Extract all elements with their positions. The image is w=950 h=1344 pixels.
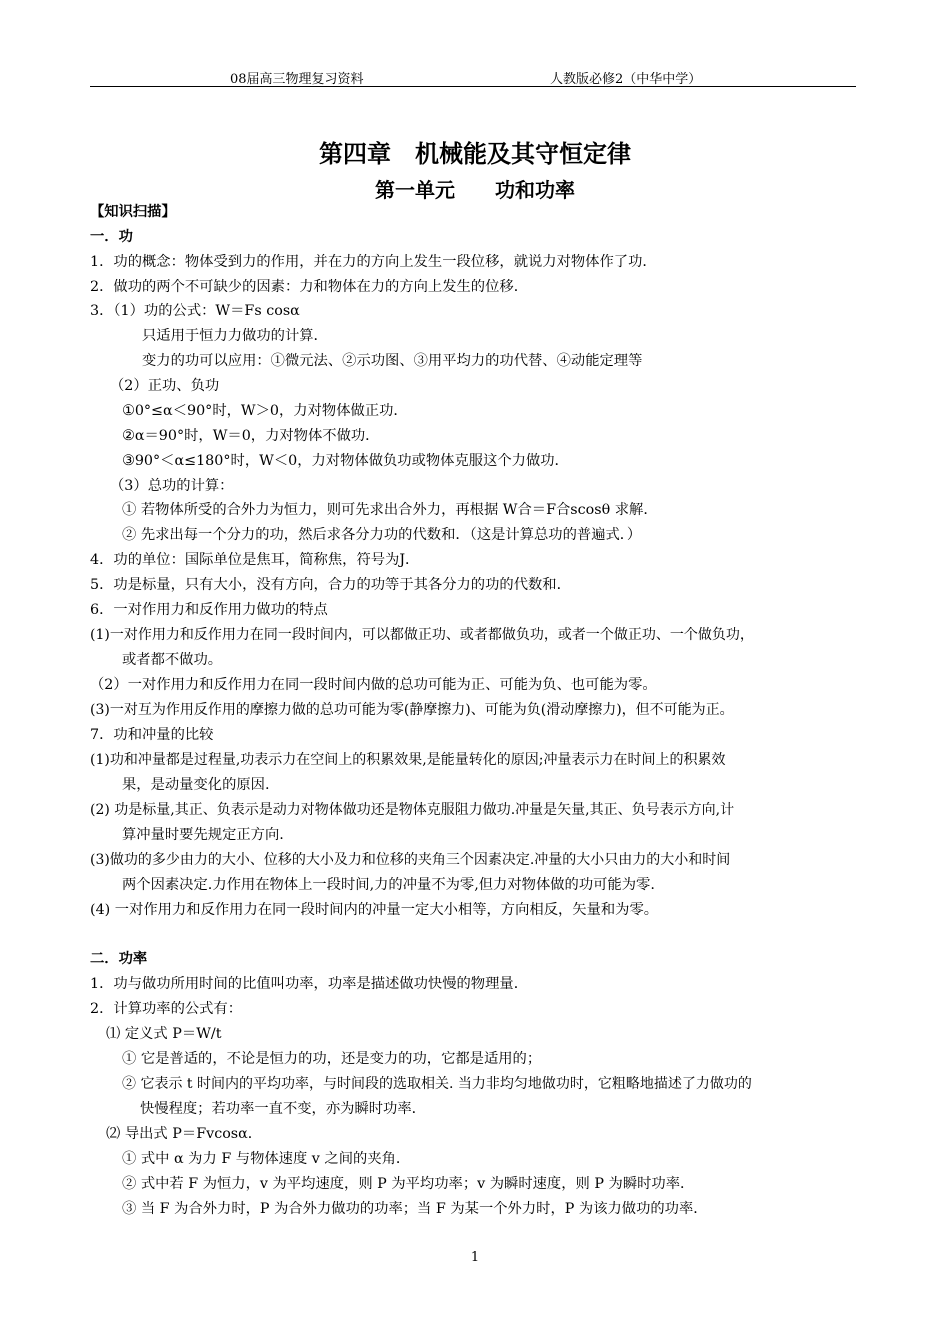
text-line: ⑵ 导出式 P＝Fvcosα．	[106, 1126, 263, 1142]
text-line: 只适用于恒力力做功的计算．	[142, 328, 328, 344]
text-line: 果，是动量变化的原因.	[122, 777, 270, 793]
text-line: 1．功的概念：物体受到力的作用，并在力的方向上发生一段位移，就说力对物体作了功．	[90, 254, 657, 270]
header-right: 人教版必修2（中华中学）	[550, 72, 702, 87]
text-line: ①0°≤α＜90°时，W＞0，力对物体做正功．	[122, 403, 408, 419]
text-line: (3)一对互为作用反作用的摩擦力做的总功可能为零(静摩擦力)、可能为负(滑动摩擦力)，但不可能为正。	[90, 702, 734, 718]
text-line: 算冲量时要先规定正方向.	[122, 827, 284, 843]
text-line: 5．功是标量，只有大小，没有方向，合力的功等于其各分力的功的代数和．	[90, 577, 571, 593]
section-heading-power: 二．功率	[90, 951, 148, 967]
section-label-knowledge: 【知识扫描】	[90, 204, 176, 220]
text-line: ② 它表示 t 时间内的平均功率，与时间段的选取相关. 当力非均匀地做功时，它粗略地描述了力做功的	[122, 1076, 752, 1092]
text-line: ③90°＜α≤180°时，W＜0，力对物体做负功或物体克服这个力做功．	[122, 453, 569, 469]
header-rule	[90, 86, 856, 87]
text-line: ② 式中若 F 为恒力，v 为平均速度，则 P 为平均功率；v 为瞬时速度，则 P 为瞬时功率．	[122, 1176, 695, 1192]
text-line: 变力的功可以应用：①微元法、②示功图、③用平均力的功代替、④动能定理等	[142, 353, 643, 369]
text-line: 7．功和冲量的比较	[90, 727, 214, 743]
text-line: ⑴ 定义式 P＝W/t	[106, 1026, 222, 1042]
text-line: 2．计算功率的公式有：	[90, 1001, 243, 1017]
text-line: 或者都不做功。	[122, 652, 223, 668]
text-line: ②α＝90°时，W＝0，力对物体不做功．	[122, 428, 380, 444]
text-line: 4．功的单位：国际单位是焦耳，简称焦，符号为J．	[90, 552, 420, 568]
text-line: （3）总功的计算：	[110, 478, 234, 494]
text-line: ② 先求出每一个分力的功，然后求各分力功的代数和．（这是计算总功的普遍式．）	[122, 527, 642, 543]
text-line: ① 它是普适的，不论是恒力的功，还是变力的功，它都是适用的；	[122, 1051, 542, 1067]
text-line: （2）正功、负功	[110, 378, 220, 394]
text-line: 快慢程度；若功率一直不变，亦为瞬时功率．	[140, 1101, 426, 1117]
text-line: （2）一对作用力和反作用力在同一段时间内做的总功可能为正、可能为负、也可能为零。	[90, 677, 657, 693]
section-heading-work: 一．功	[90, 229, 133, 245]
page-number: 1	[470, 1250, 480, 1265]
text-line: ③ 当 F 为合外力时，P 为合外力做功的功率；当 F 为某一个外力时，P 为该力做功的功率．	[122, 1201, 708, 1217]
text-line: 6．一对作用力和反作用力做功的特点	[90, 602, 328, 618]
header-left: 08届高三物理复习资料	[230, 72, 364, 87]
text-line: ① 式中 α 为力 F 与物体速度 v 之间的夹角．	[122, 1151, 411, 1167]
text-line: 2．做功的两个不可缺少的因素：力和物体在力的方向上发生的位移．	[90, 279, 528, 295]
text-line: 3．（1）功的公式：W＝Fs cosα	[90, 303, 300, 319]
text-line: (1)功和冲量都是过程量,功表示力在空间上的积累效果,是能量转化的原因;冲量表示力在时间上的积累效	[90, 752, 726, 768]
text-line: (1)一对作用力和反作用力在同一段时间内，可以都做正功、或者都做负功，或者一个做正功、一个做负功，	[90, 627, 754, 643]
unit-title: 第一单元 功和功率	[375, 178, 575, 202]
chapter-title: 第四章 机械能及其守恒定律	[319, 140, 631, 168]
text-line: 1．功与做功所用时间的比值叫功率，功率是描述做功快慢的物理量．	[90, 976, 528, 992]
text-line: 两个因素决定.力作用在物体上一段时间,力的冲量不为零,但力对物体做的功可能为零.	[122, 877, 655, 893]
text-line: ① 若物体所受的合外力为恒力，则可先求出合外力，再根据 W合＝F合scosθ 求解．	[122, 502, 658, 518]
text-line: (3)做功的多少由力的大小、位移的大小及力和位移的夹角三个因素决定.冲量的大小只由力的大小和时间	[90, 852, 731, 868]
text-line: (4) 一对作用力和反作用力在同一段时间内的冲量一定大小相等，方向相反，矢量和为零。	[90, 902, 659, 918]
text-line: (2) 功是标量,其正、负表示是动力对物体做功还是物体克服阻力做功.冲量是矢量,其正、负号表示方向,计	[90, 802, 735, 818]
